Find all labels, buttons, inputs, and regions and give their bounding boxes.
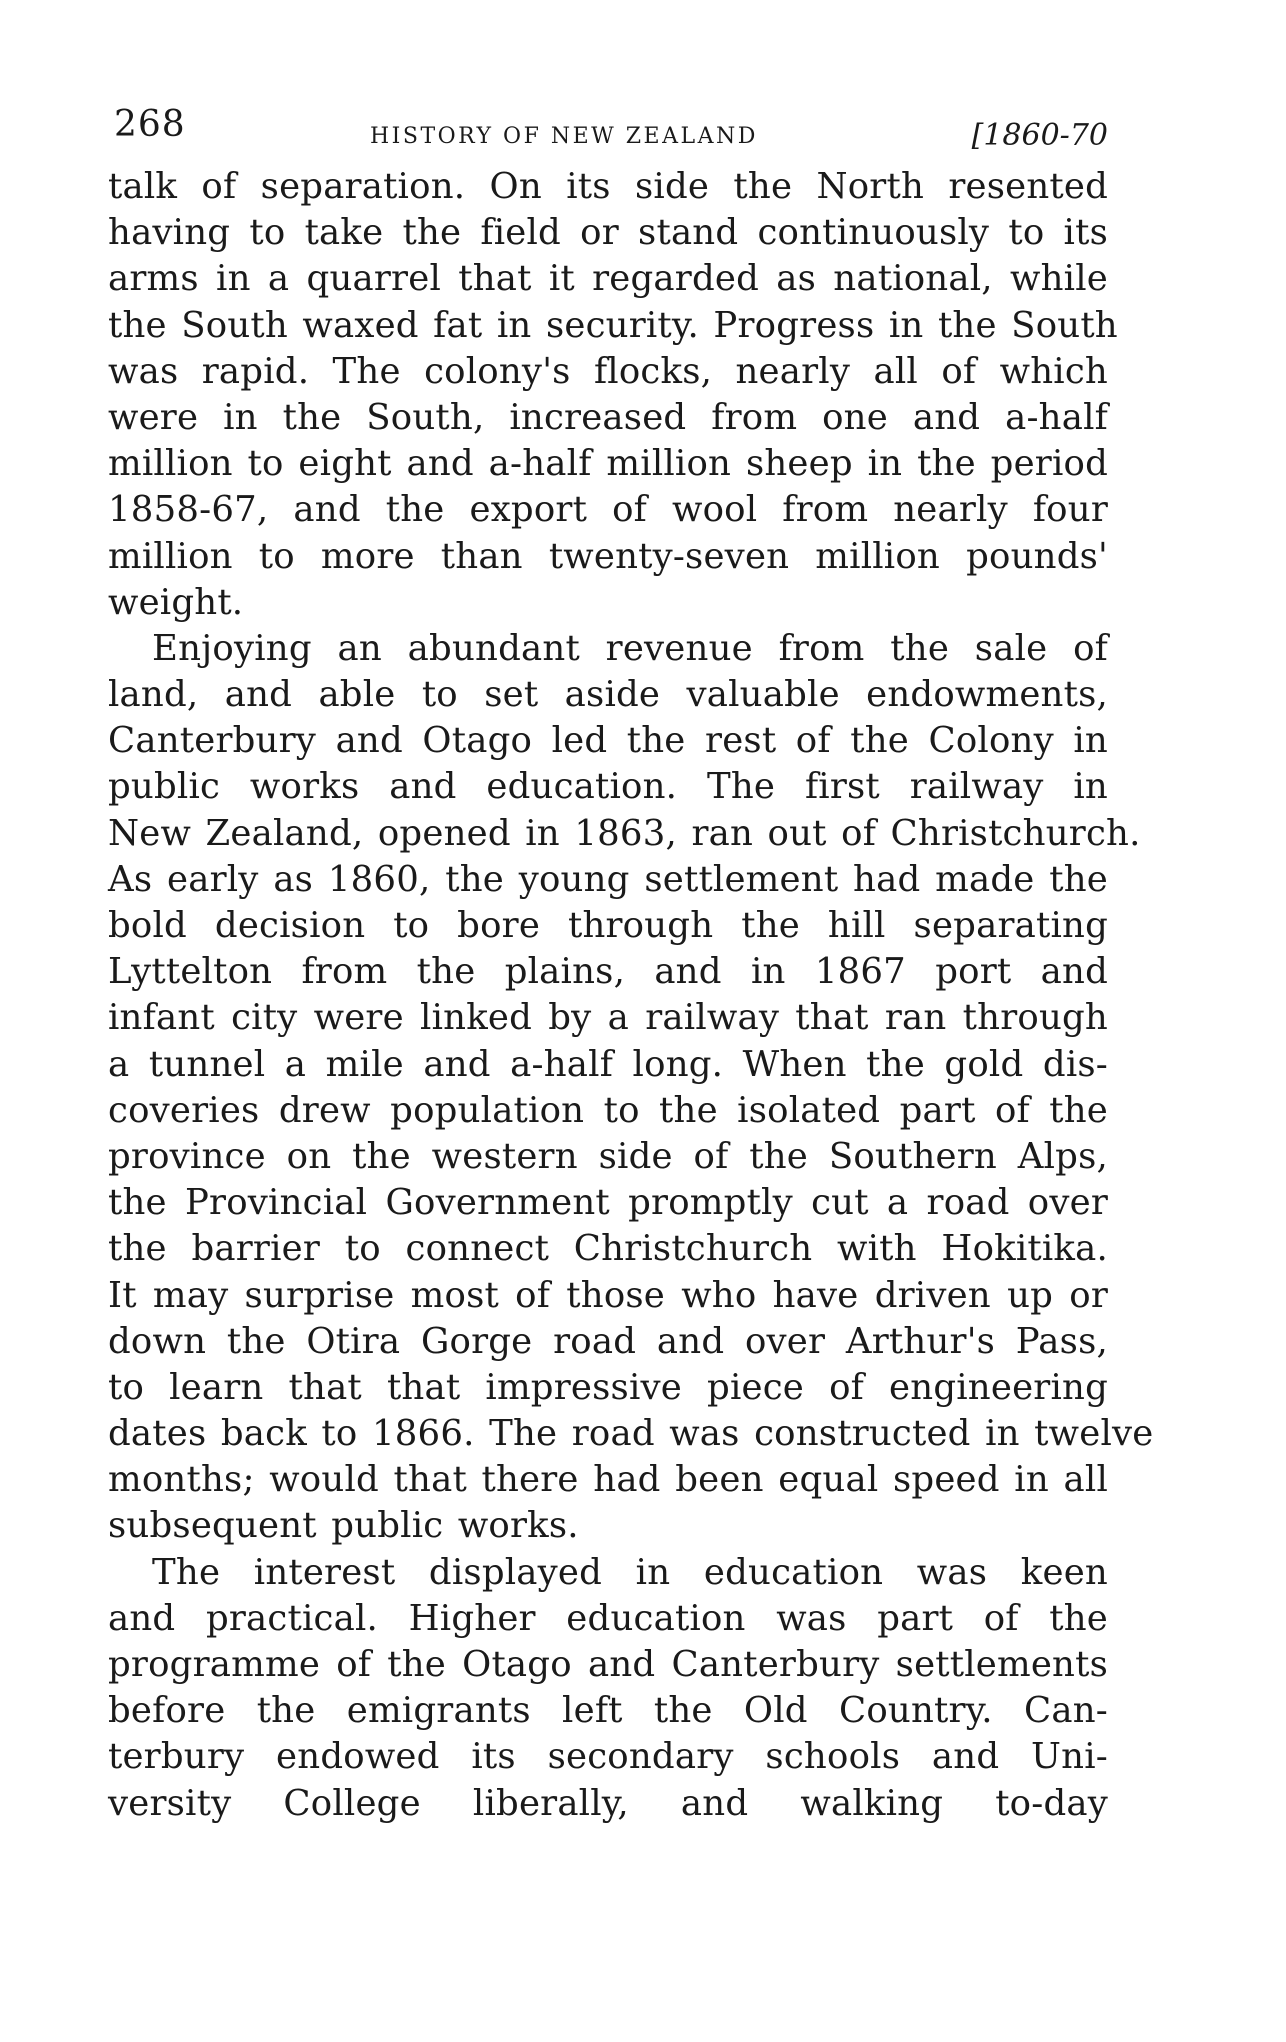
text-line: talk of separation. On its side the North resented bbox=[108, 166, 1108, 207]
text-line: land, and able to set aside valuable endowments, bbox=[108, 674, 1108, 716]
text-line: a tunnel a mile and a-half long. When the gold dis- bbox=[108, 1043, 1108, 1085]
text-line: programme of the Otago and Canterbury settlements bbox=[108, 1644, 1108, 1685]
text-line: the South waxed fat in security. Progress in the South bbox=[108, 304, 1118, 346]
text-line: dates back to 1866. The road was constructed in twelve bbox=[108, 1413, 1154, 1455]
date-range: [1860-70 bbox=[971, 118, 1108, 153]
text-line: public works and education. The first railway in bbox=[108, 766, 1108, 808]
text-line: infant city were linked by a railway that ran through bbox=[108, 997, 1108, 1039]
text-line: The interest displayed in education was keen bbox=[152, 1551, 1108, 1593]
paragraph-3 bbox=[108, 1550, 1108, 1827]
page-number: 268 bbox=[114, 104, 186, 145]
text-line: 1858-67, and the export of wool from nearly four bbox=[108, 489, 1108, 531]
text-line: As early as 1860, the young settlement had made the bbox=[108, 858, 1108, 900]
text-line: having to take the field or stand continuously to its bbox=[108, 212, 1108, 254]
text-line: Enjoying an abundant revenue from the sale of bbox=[152, 627, 1108, 669]
text-line: was rapid. The colony's flocks, nearly all of which bbox=[108, 350, 1108, 392]
text-line: and practical. Higher education was part of the bbox=[108, 1597, 1108, 1639]
text-line: subsequent public works. bbox=[108, 1505, 579, 1547]
body-text bbox=[108, 164, 1154, 1827]
paragraph-1 bbox=[108, 164, 1118, 626]
text-line: coveries drew population to the isolated part of the bbox=[108, 1089, 1108, 1131]
text-line: versity College liberally, and walking to-day bbox=[108, 1782, 1108, 1824]
text-line: months; would that there had been equal speed in all bbox=[108, 1459, 1108, 1501]
text-line: It may surprise most of those who have driven up or bbox=[108, 1274, 1108, 1316]
text-line: million to more than twenty-seven million pounds' bbox=[108, 535, 1108, 577]
text-line: the Provincial Government promptly cut a road over bbox=[108, 1182, 1108, 1224]
text-line: before the emigrants left the Old Country. Can- bbox=[108, 1690, 1108, 1732]
text-line: weight. bbox=[108, 581, 244, 623]
running-head bbox=[108, 104, 1108, 164]
text-line: Lyttelton from the plains, and in 1867 port and bbox=[108, 951, 1108, 993]
text-line: were in the South, increased from one and a-half bbox=[108, 396, 1108, 438]
text-line: bold decision to bore through the hill separating bbox=[108, 905, 1108, 946]
text-line: Canterbury and Otago led the rest of the Colony in bbox=[108, 720, 1108, 762]
book-page bbox=[108, 104, 1154, 1827]
text-line: million to eight and a-half million sheep in the period bbox=[108, 443, 1108, 485]
text-line: to learn that that impressive piece of engineering bbox=[108, 1366, 1108, 1408]
paragraph-2 bbox=[108, 626, 1154, 1550]
text-line: New Zealand, opened in 1863, ran out of Christchurch. bbox=[108, 812, 1141, 854]
text-line: province on the western side of the Southern Alps, bbox=[108, 1135, 1108, 1177]
text-line: down the Otira Gorge road and over Arthur's Pass, bbox=[108, 1320, 1108, 1362]
book-title: HISTORY OF NEW ZEALAND bbox=[370, 124, 758, 149]
text-line: the barrier to connect Christchurch with Hokitika. bbox=[108, 1228, 1108, 1270]
text-line: arms in a quarrel that it regarded as national, while bbox=[108, 258, 1108, 300]
text-line: terbury endowed its secondary schools and Uni- bbox=[108, 1736, 1108, 1778]
